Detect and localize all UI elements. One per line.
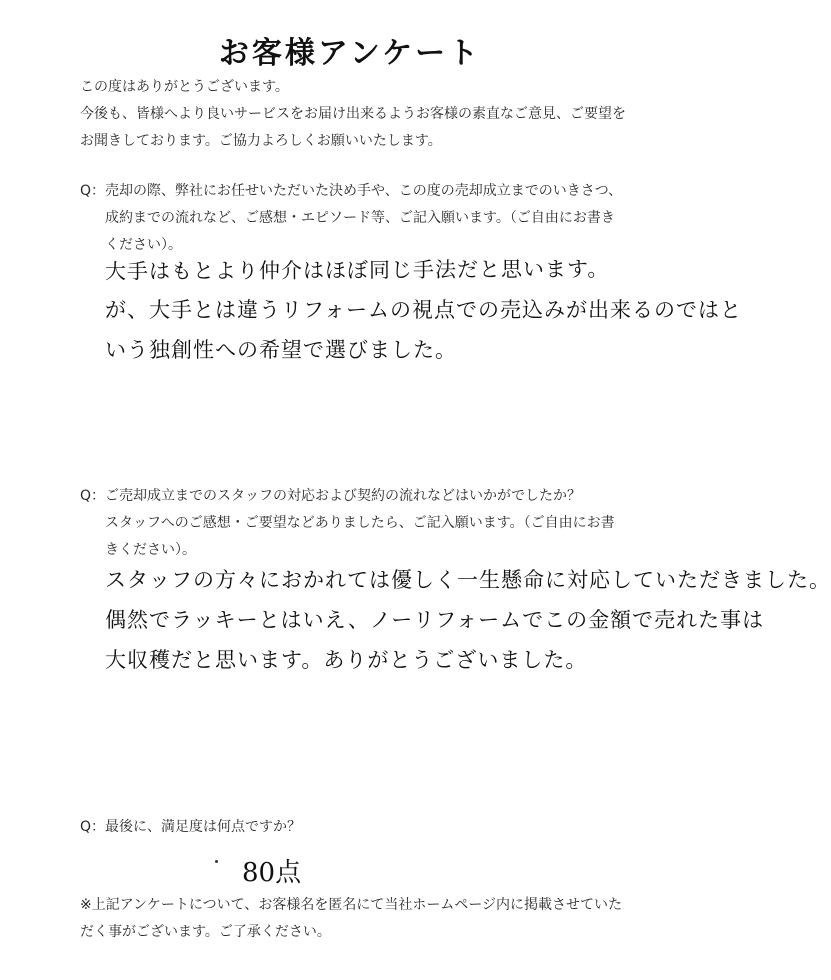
question-2-line: スタッフへのご感想・ご要望などありましたら、ご記入願います。（ご自由にお書 <box>105 515 615 531</box>
ink-dot <box>215 860 218 863</box>
answer-2-handwritten <box>105 560 831 680</box>
answer-1-handwritten <box>104 250 742 370</box>
question-2-line: Q：ご売却成立までのスタッフの対応および契約の流れなどはいかがでしたか？ <box>80 488 582 504</box>
question-2-line: きください）。 <box>105 542 196 558</box>
question-1-line: ください）。 <box>105 237 182 253</box>
answer-2-line: 大収穫だと思います。ありがとうございました。 <box>105 648 588 672</box>
answer-2-line: スタッフの方々におかれては優しく一生懸命に対応していただきました。 <box>105 568 831 592</box>
intro-text <box>80 74 720 155</box>
survey-title: お客様アンケート <box>218 36 482 71</box>
answer-1-line: いう独創性への希望で選びました。 <box>105 338 457 362</box>
question-3 <box>80 814 700 841</box>
footnote-line: ※上記アンケートについて、お客様名を匿名にて当社ホームページ内に掲載させていた <box>80 897 623 913</box>
answer-2-line: 偶然でラッキーとはいえ、ノーリフォームでこの金額で売れた事は <box>105 608 765 632</box>
question-1-line: 成約までの流れなど、ご感想・エピソード等、ご記入願います。（ご自由にお書き <box>105 210 615 226</box>
answer-1-line: が、大手とは違うリフォームの視点での売込みが出来るのではと <box>105 298 742 322</box>
answer-1-line: 大手はもとより仲介はほぼ同じ手法だと思います。 <box>104 256 610 284</box>
question-1 <box>80 178 700 259</box>
footnote <box>80 892 720 946</box>
intro-line: この度はありがとうございます。 <box>80 79 289 95</box>
question-1-line: Q：売却の際、弊社にお任せいただいた決め手や、この度の売却成立までのいきさつ、 <box>80 183 623 199</box>
intro-line: お聞きしております。ご協力よろしくお願いいたします。 <box>80 133 442 149</box>
intro-line: 今後も、皆様へより良いサービスをお届け出来るようお客様の素直なご意見、ご要望を <box>80 106 626 122</box>
satisfaction-score: 80点 <box>242 858 302 888</box>
footnote-line: だく事がございます。ご了承ください。 <box>80 924 331 940</box>
question-3-line: Q：最後に、満足度は何点ですか？ <box>80 819 302 835</box>
question-2 <box>80 483 700 564</box>
